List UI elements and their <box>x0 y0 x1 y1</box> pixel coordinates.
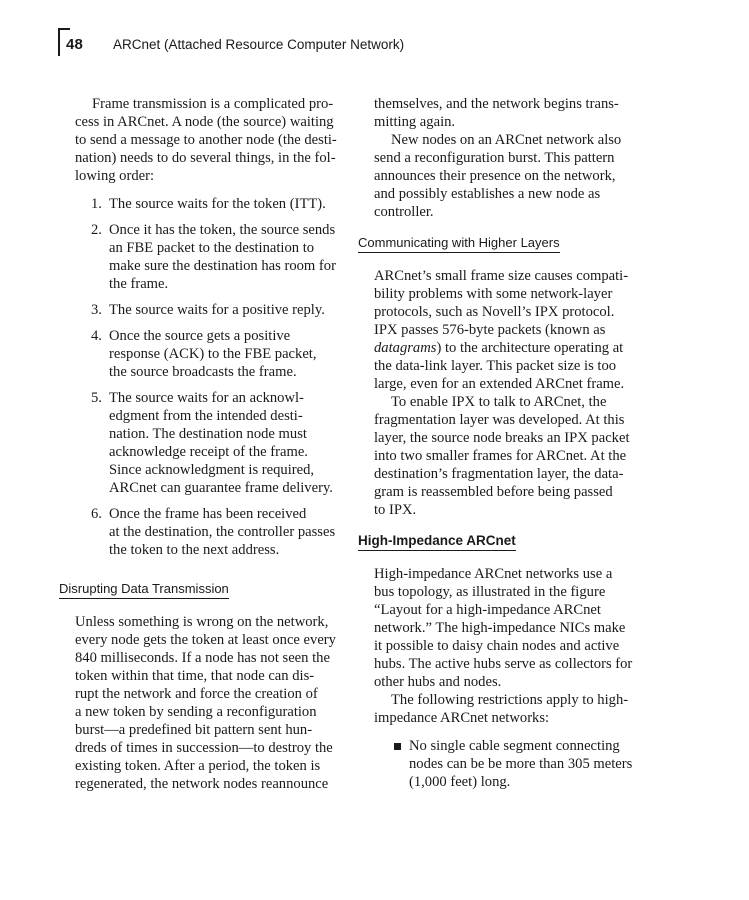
intro-paragraph: Frame transmission is a complicated pro- cess in ARCnet. A node (the source) waiting to send a message to another node (the desti- nation) needs to do several things, in the fol- lowing order: <box>75 96 337 184</box>
page-number: 48 <box>66 36 84 53</box>
subheading-higher-layers: Communicating with Higher Layers <box>358 235 560 253</box>
restrictions-list <box>358 737 642 791</box>
disrupt-paragraph: Unless something is wrong on the network, every node gets the token at least once every 840 milliseconds. If a node has not seen the token within that time, that node can dis- rupt the network and force the creation of a new token by sending a reconfiguration burst—a predefined bit pattern sent hun- dreds of times in succession—to destroy the existing token. After a period, the token is regenerated, the network nodes reannounce <box>75 614 336 792</box>
left-column <box>59 95 342 793</box>
continuation-paragraph: themselves, and the network begins trans- mitting again. <box>374 96 619 130</box>
list-item: 1. The source waits for the token (ITT). <box>91 196 326 212</box>
fragmentation-paragraph: To enable IPX to talk to ARCnet, the fragmentation layer was developed. At this layer, the source node breaks an IPX packet into two smaller frames for ARCnet. At the destination’s fragmentation layer, the data- gram is reassembled before being passed to IPX. <box>374 394 630 518</box>
high-impedance-paragraph: High-impedance ARCnet networks use a bus topology, as illustrated in the figure “Layout for a high-impedance ARCnet network.” The high-impedance NICs make it possible to daisy chain nodes and active hubs. The active hubs serve as collectors for other hubs and nodes. <box>374 566 633 690</box>
section-heading-high-impedance: High-Impedance ARCnet <box>358 533 516 551</box>
running-title: ARCnet (Attached Resource Computer Network) <box>113 37 405 52</box>
list-item: 6. Once the frame has been received at the destination, the controller passes the token to the next address. <box>91 506 336 558</box>
steps-list <box>59 195 342 559</box>
communicating-paragraph: ARCnet’s small frame size causes compati- bility problems with some network-layer protocols, such as Novell’s IPX protocol. IPX passes 576-byte packets (known as datagrams) to the architecture operating at the data-link layer. This packet size is too large, even for an extended ARCnet frame. <box>374 268 629 392</box>
list-item: 3. The source waits for a positive reply. <box>91 302 325 318</box>
list-item: 5. The source waits for an acknowl- edgment from the intended desti- nation. The destination node must acknowledge receipt of the frame. Since acknowledgment is required, ARCnet can guarantee frame delivery. <box>91 390 333 496</box>
list-item: 2. Once it has the token, the source sends an FBE packet to the destination to make sure the destination has room for the frame. <box>91 222 336 292</box>
restrictions-paragraph: The following restrictions apply to high- impedance ARCnet networks: <box>374 692 629 726</box>
list-item: No single cable segment connecting nodes can be be more than 305 meters (1,000 feet) long. <box>358 737 642 791</box>
subheading-disrupting: Disrupting Data Transmission <box>59 581 229 599</box>
list-item: 4. Once the source gets a positive response (ACK) to the FBE packet, the source broadcasts the frame. <box>91 328 317 380</box>
new-nodes-paragraph: New nodes on an ARCnet network also send a reconfiguration burst. This pattern announces their presence on the network, and possibly establishes a new node as controller. <box>374 132 622 220</box>
datagrams-term: datagrams <box>374 340 437 356</box>
square-bullet-icon <box>394 743 401 750</box>
right-column <box>358 95 642 791</box>
